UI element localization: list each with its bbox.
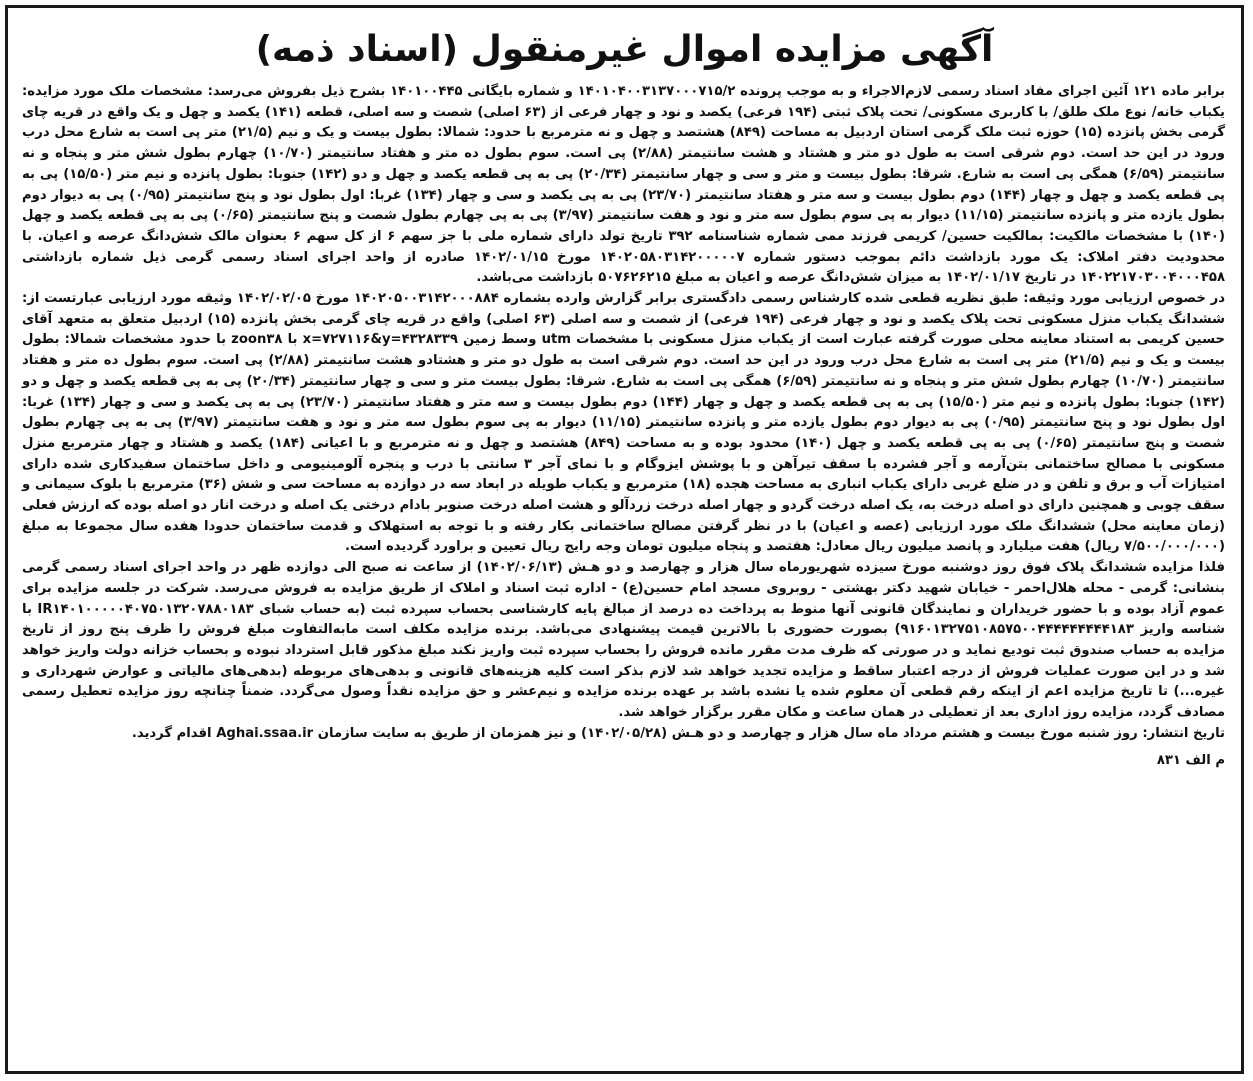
notice-reference-code: م الف ۸۳۱ (1156, 752, 1225, 768)
notice-paragraph-intro: برابر ماده ۱۲۱ آئین اجرای مفاد اسناد رسمی لازم‌الاجراء و به موجب پرونده ۱۴۰۱۰۴۰۰۳۱۳۷۰۰۰۷۱۵/۲ و شماره بایگانی ۱۴۰۱۰۰۴۴۵ بشرح ذیل بفروش می‌رسد: مشخصات ملک مورد مزایده: یکباب خانه/ نوع ملک طلق/ با کاربری مسکونی/ تحت پلاک ثبتی (۱۹۴ فرعی) یکصد و نود و چهار فرعی از (۶۳ اصلی) شصت و سه اصلی، قطعه (۱۴۱) یکصد و چهل و یک واقع در قریه چای گرمی بخش پانزده (۱۵) حوزه ثبت ملک گرمی استان اردبیل به مساحت (۸۴۹) هشتصد و چهل و نه مترمربع با حدود: شمالا: بطول بیست و یک و نیم (۲۱/۵) متر پی است به شارع محل درب ورود در این حد است. دوم شرقی است به طول دو متر و هشتاد و هشت سانتیمتر (۲/۸۸) پی است. سوم بطول ده متر و هفتاد سانتیمتر (۱۰/۷۰) چهارم بطول شش متر و پنجاه و نه سانتیمتر (۶/۵۹) همگی پی است به شارع. شرقا: بطول بیست و متر و سی و چهار سانتیمتر (۲۰/۳۴) پی به پی قطعه یکصد و چهل و دو (۱۴۲) جنوبا: بطول پانزده و نیم متر (۱۵/۵۰) پی به پی قطعه یکصد و چهل و چهار (۱۴۴) دوم بطول بیست و سه متر و هفتاد سانتیمتر (۲۳/۷۰) پی به پی یکصد و سی و چهار (۱۳۴) غربا: اول بطول نود و پنج سانتیمتر (۰/۹۵) پی به دیوار دوم بطول یازده متر و پانزده سانتیمتر (۱۱/۱۵) دیوار به پی سوم بطول سه متر و نود و هفت سانتیمتر (۳/۹۷) پی به پی چهارم بطول شصت و پنج سانتیمتر (۰/۶۵) پی به پی قطعه یکصد و چهل (۱۴۰) با مشخصات مالکیت: بمالکیت حسین/ کریمی فرزند ممی شماره شناسنامه ۳۹۲ تاریخ تولد دارای شماره ملی با جز سهم ۶ از کل سهم ۶ بعنوان مالک شش‌دانگ عرصه و اعیان. با محدودیت دفتر املاک: یک مورد بازداشت دائم بموجب دستور شماره ۱۴۰۲۰۵۸۰۳۱۴۲۰۰۰۰۰۷ مورخ ۱۴۰۲/۰۱/۱۵ صادره از واحد اجرای اسناد رسمی گرمی ذیل شماره بازداشتی ۱۴۰۲۲۱۷۰۳۰۰۴۰۰۰۴۵۸ در تاریخ ۱۴۰۲/۰۱/۱۷ به میزان شش‌دانگ عرصه و اعیان به مبلغ ۵۰۷۶۲۶۲۱۵ بازداشت می‌باشد. (22, 84, 1226, 286)
notice-title: آگهی مزایده اموال غیرمنقول (اسناد ذمه) (255, 29, 994, 70)
notice-frame (5, 5, 1244, 1074)
notice-paragraph-auction-terms: فلذا مزایده ششدانگ پلاک فوق روز دوشنبه مورخ سیزده شهریورماه سال هزار و چهارصد و دو هـش (۱۴۰۲/۰۶/۱۳) از ساعت نه صبح الی دوازده ظهر در واحد اجرای اسناد رسمی گرمی بنشانی: گرمی - محله هلال‌احمر - خیابان شهید دکتر بهشتی - روبروی مسجد امام حسین(ع) - اداره ثبت اسناد و املاک از طریق مزایده به فروش می‌رسد. شرکت در جلسه مزایده برای عموم آزاد بوده و با حضور خریداران و نمایندگان قانونی آنها منوط به پرداخت ده درصد از مبالغ پایه کارشناسی بحساب سپرده ثبت (به حساب شبای IR۱۴۰۱۰۰۰۰۰۴۰۷۵۰۱۳۲۰۷۸۸۰۱۸۳ با شناسه واریز ۹۱۶۰۱۳۲۷۵۱۰۸۵۷۵۰۰۴۴۴۴۴۴۴۴۴۱۸۳) بصورت حضوری با بالاترین قیمت پیشنهادی می‌باشد. برنده مزایده مکلف است مابه‌التفاوت مبلغ فروش را ظرف پنج روز از تاریخ مزایده به حساب صندوق ثبت تودیع نماید و در صورتی که ظرف مدت مقرر مانده فروش را بحساب سپرده ثبت واریز نکند مبلغ مذکور قابل استرداد نبوده و بحساب خزانه دولت واریز خواهد شد و در این صورت عملیات فروش از درجه اعتبار ساقط و مزایده تجدید خواهد شد لازم بذکر است کلیه هزینه‌های قانونی و بدهی‌های مربوطه (بدهی‌های مالیاتی و عوارض شهرداری و غیره...) تا تاریخ مزایده اعم از اینکه رقم قطعی آن معلوم شده یا نشده باشد بر عهده برنده مزایده و نیم‌عشر و حق مزایده نقداً وصول می‌گردد. ضمناً چنانچه روز مزایده تعطیل رسمی مصادف گردد، مزایده روز اداری بعد از تعطیلی در همان ساعت و مکان مقرر برگزار خواهد شد. (22, 560, 1225, 721)
notice-paragraph-valuation: در خصوص ارزیابی مورد وثیقه: طبق نظریه قطعی شده کارشناس رسمی دادگستری برابر گزارش وارده بشماره ۱۴۰۲۰۵۰۰۳۱۴۲۰۰۰۸۸۴ مورخ ۱۴۰۲/۰۲/۰۵ وثیقه مورد ارزیابی عبارتست از: ششدانگ یکباب منزل مسکونی تحت پلاک یکصد و نود و چهار فرعی (۱۹۴ فرعی) از شصت و سه اصلی (۶۳ اصلی) واقع در قریه چای گرمی بخش پانزده (۱۵) اردبیل متعلق به متعهد آقای حسین کریمی به استناد معاینه محلی صورت گرفته عبارت است از یکباب منزل مسکونی با مشخصات utm وسط زمین x=۷۲۷۱۱۶&y=۴۳۲۸۳۳۹ با zoon۳۸ با حدود مشخصات شمالا: بطول بیست و یک و نیم (۲۱/۵) متر پی است به شارع محل درب ورود در این حد است. دوم شرقی است به طول دو متر و هشتادو هشت سانتیمتر (۲/۸۸) پی است. سوم بطول ده متر و هفتاد سانتیمتر (۱۰/۷۰) چهارم بطول شش متر و پنجاه و نه سانتیمتر (۶/۵۹) همگی پی است به شارع. شرقا: بطول بیست متر و سی و چهار سانتیمتر (۲۰/۳۴) پی به پی قطعه یکصد و چهل و دو (۱۴۲) جنوبا: بطول پانزده و نیم متر (۱۵/۵۰) پی به پی قطعه یکصد و چهل و چهار (۱۴۴) دوم بطول بیست و سه متر و هفتاد سانتیمتر (۲۳/۷۰) پی به پی یکصد و سی و چهار (۱۳۴) غربا: اول بطول نود و پنج سانتیمتر (۰/۹۵) پی به دیوار دوم بطول یازده متر و پانزده سانتیمتر (۱۱/۱۵) دیوار به پی سوم بطول سه متر و نود و هفت سانتیمتر (۳/۹۷) پی به پی چهارم بطول شصت و پنج سانتیمتر (۰/۶۵) پی به پی قطعه یکصد و چهل (۱۴۰) محدود بوده و به مساحت (۸۴۹) هشتصد و چهل و نه مترمربع و با اعیانی (۱۸۴) یکصد و هشتاد و چهار مترمربع منزل مسکونی با مصالح ساختمانی بتن‌آرمه و آجر فشرده با سقف تیرآهن و با پوشش ایزوگام و با نمای آجر ۳ سانتی با درب و پنجره آلومینیومی و داخل ساختمان سفیدکاری شده دارای امتیازات آب و برق و تلفن و در ضلع غربی دارای یکباب انباری به مساحت هجده (۱۸) مترمربع و یکباب طویله در ابعاد سه در دوازده به مساحت سی و شش (۳۶) مترمربع با بلوک سیمانی و سقف چوبی و همچنین دارای دو اصله درخت به، یک اصله درخت گردو و چهار اصله درخت زردآلو و هشت اصله درخت صنوبر بادام درختی یک اصله و درخت انار دو اصله بوده که ارزش فعلی (زمان معاینه محل) ششدانگ ملک مورد ارزیابی (عصه و اعیان) با در نظر گرفتن مصالح ساختمانی بکار رفته و با توجه به استهلاک و قدمت ساختمان حدودا هفده سال مجموعا به مبلغ (۷/۵۰۰/۰۰۰/۰۰۰ ریال) هفت میلیارد و پانصد میلیون ریال معادل: هفتصد و پنجاه میلیون تومان وجه رایج ریال تعیین و براورد گردیده است. (22, 291, 1226, 555)
notice-paragraph-publication-date: تاریخ انتشار: روز شنبه مورخ بیست و هشتم مرداد ماه سال هزار و چهارصد و دو هـش (۱۴۰۲/۰۵/۲۸) و نیز همزمان از طریق به سایت سازمان Aghai.ssaa.ir اقدام گردید. (131, 725, 1225, 741)
notice-body (8, 82, 1241, 771)
